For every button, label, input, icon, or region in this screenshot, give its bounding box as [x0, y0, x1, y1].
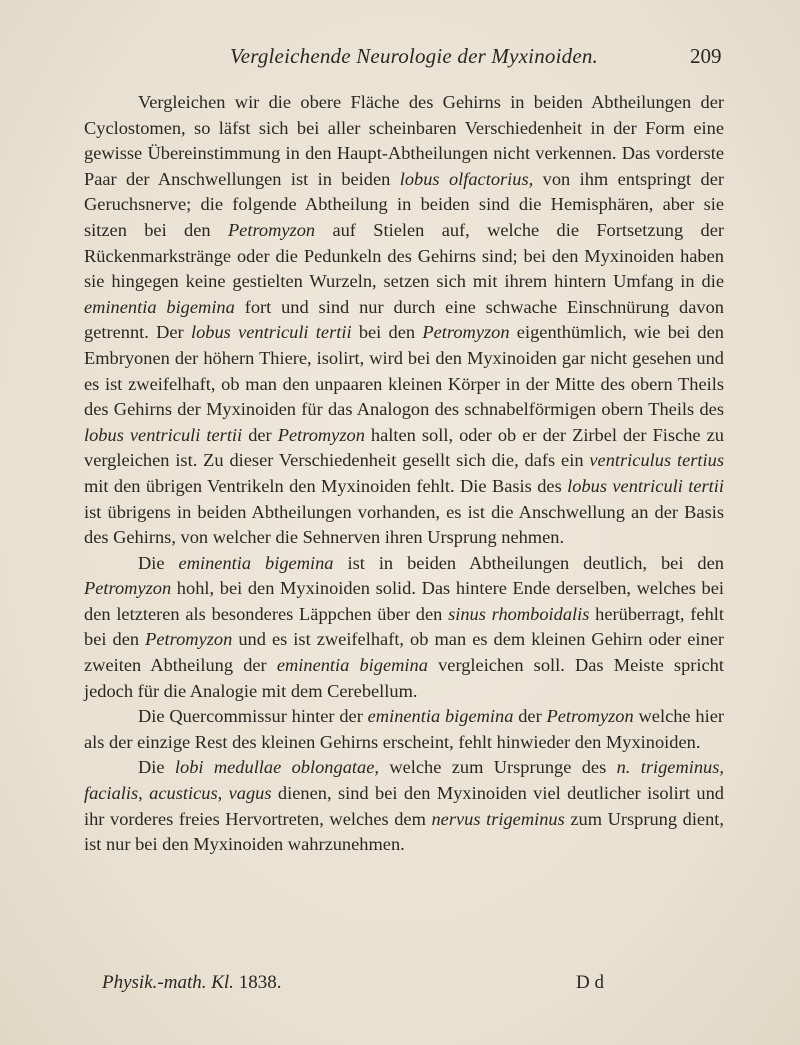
latin-term: eminentia bigemina: [367, 706, 514, 727]
text-run: Die: [138, 757, 175, 778]
text-run: ist übrigens in beiden Abtheilungen vorhanden, es ist die Anschwellung an der Basis des Gehirns, von welcher die Sehnerven ihren Ursprung nehmen.: [84, 501, 724, 548]
paragraph: [84, 551, 724, 705]
text-run: herüberragt, fehlt bei den: [84, 603, 724, 650]
text-run: von ihm entspringt der Geruchsnerve; die folgende Abtheilung in beiden sind die Hemisphären, aber sie sitzen bei den: [84, 168, 724, 240]
text-run: fort und sind nur durch eine schwache Einschnürung davon getrennt. Der: [84, 296, 724, 343]
body-text: [84, 90, 724, 858]
latin-term: Petromyzon: [422, 322, 510, 343]
text-run: dienen, sind bei den Myxinoiden viel deutlicher isolirt und ihr vorderes freies Hervortreten, welches dem: [84, 783, 725, 829]
latin-term: Petromyzon: [227, 219, 316, 240]
text-run: zum Ursprung dient, ist nur bei den Myxinoiden wahrzunehmen.: [84, 808, 724, 855]
latin-term: lobus olfactorius,: [399, 168, 534, 189]
text-run: halten soll, oder ob er der Zirbel der Fische zu vergleichen ist. Zu dieser Verschiedenheit gesellt sich die, dafs ein: [84, 424, 724, 471]
latin-term: nervus trigeminus: [431, 808, 565, 829]
text-run: welche zum Ursprunge des: [378, 757, 617, 778]
latin-term: eminentia bigemina: [84, 296, 235, 317]
text-run: mit den übrigen Ventrikeln den Myxinoiden fehlt. Die Basis des: [84, 475, 568, 496]
text-run: ist in beiden Abtheilungen deutlich, bei den: [333, 552, 724, 573]
footer-journal: [102, 972, 281, 994]
running-title: Vergleichende Neurologie der Myxinoiden.: [230, 44, 598, 68]
text-run: auf Stielen auf, welche die Fortsetzung der Rückenmarkstränge oder die Pedunkeln des Gehirns sind; bei den Myxinoiden haben sie hingegen keine gestielten Wurzeln, setzen sich mit ihrem hintern Umfang in die: [84, 219, 724, 292]
latin-term: n. trigeminus, facialis, acusticus, vagus: [84, 757, 724, 804]
paragraph: [84, 90, 724, 551]
text-run: Die Quercommissur hinter der: [138, 706, 368, 727]
latin-term: eminentia bigemina: [178, 552, 334, 573]
footer-year: 1838.: [238, 972, 282, 993]
text-run: und es ist zweifelhaft, ob man es dem kleinen Gehirn oder einer zweiten Abtheilung der: [84, 629, 725, 676]
text-run: hohl, bei den Myxinoiden solid. Das hintere Ende derselben, welches bei den letzteren als besonderes Läppchen über den: [84, 578, 724, 624]
text-run: vergleichen soll. Das Meiste spricht jedoch für die Analogie mit dem Cerebellum.: [84, 655, 724, 701]
latin-term: lobus ventriculi tertii: [190, 322, 352, 343]
text-run: der: [513, 706, 547, 727]
page-number: 209: [690, 44, 722, 68]
latin-term: Petromyzon: [84, 578, 172, 599]
text-run: welche hier als der einzige Rest des kleinen Gehirns erscheint, fehlt hinwieder den Myxinoiden.: [84, 706, 724, 752]
footer-journal-label: Physik.-math. Kl.: [102, 972, 234, 993]
printer-signature: D d: [576, 972, 604, 993]
text-run: bei den: [351, 322, 423, 343]
paragraph: [84, 755, 724, 857]
text-run: eigenthümlich, wie bei den Embryonen der höhern Thiere, isolirt, wird bei den Myxinoiden gar nicht gesehen und es ist zweifelhaft, ob man den unpaaren kleinen Körper in der Mitte des obern Theils des Gehirns der Myxinoiden für das Analogon des schnabelförmigen obern Theils des: [84, 322, 724, 420]
latin-term: Petromyzon: [277, 424, 365, 445]
latin-term: ventriculus tertius: [589, 450, 724, 471]
text-run: der: [242, 424, 278, 445]
latin-term: sinus rhomboidalis: [448, 603, 590, 624]
latin-term: Petromyzon: [145, 629, 233, 650]
latin-term: lobus ventriculi tertii: [567, 475, 725, 496]
text-run: Vergleichen wir die obere Fläche des Gehirns in beiden Abtheilungen der Cyclostomen, so läfst sich bei aller scheinbaren Verschiedenheit in der Form eine gewisse Übereinstimmung in den Haupt-Abtheilungen nicht verkennen. Das vorderste Paar der Anschwellungen ist in beiden: [84, 92, 724, 189]
latin-term: lobus ventriculi tertii: [84, 424, 243, 445]
page-footer: [102, 972, 642, 1000]
latin-term: Petromyzon: [546, 706, 634, 727]
text-run: Die: [138, 552, 179, 573]
paragraph: [84, 704, 724, 755]
page-header: [0, 44, 800, 74]
latin-term: lobi medullae oblongatae,: [174, 757, 379, 778]
latin-term: eminentia bigemina: [276, 655, 428, 676]
